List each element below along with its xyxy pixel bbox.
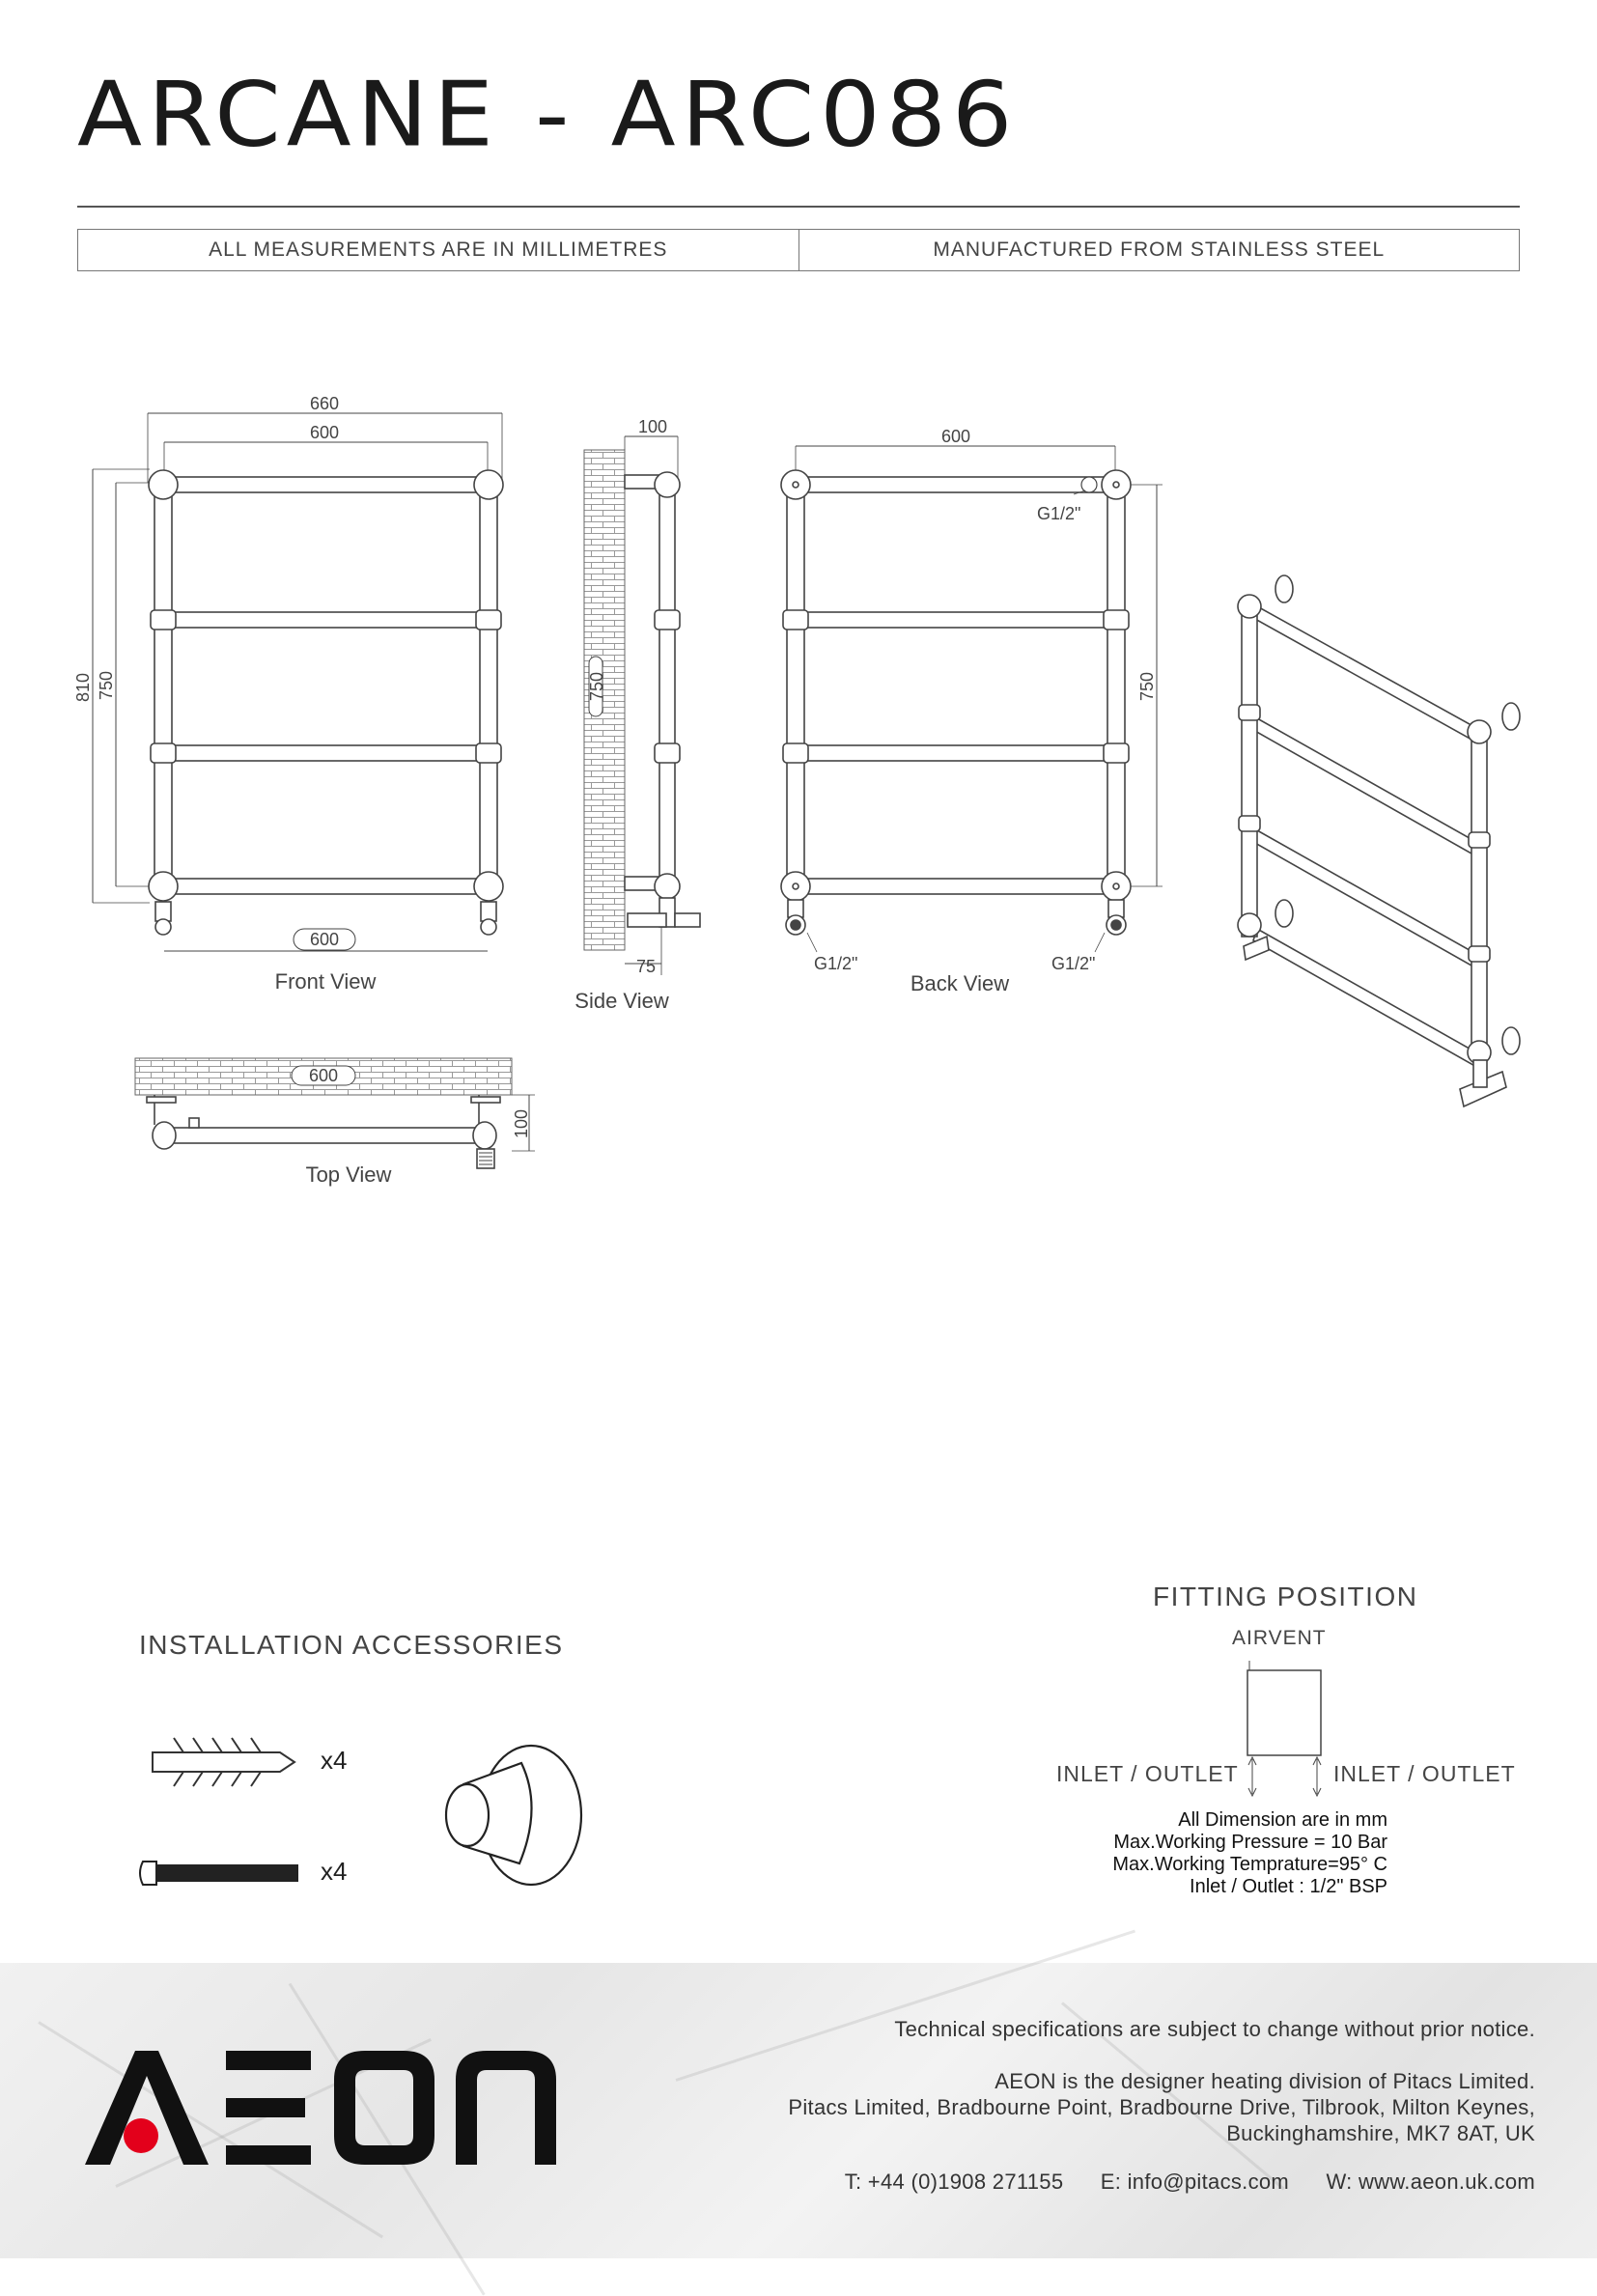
page-title: ARCANE - ARC086 xyxy=(77,62,1019,168)
back-thread-bottom-right: G1/2" xyxy=(1051,954,1096,973)
fitting-inlet-left: INLET / OUTLET xyxy=(1056,1761,1239,1786)
front-view-drawing xyxy=(93,413,503,951)
logo-dot-icon xyxy=(124,2118,158,2153)
footer-website[interactable]: W: www.aeon.uk.com xyxy=(1326,2170,1535,2194)
fitting-notes xyxy=(1112,1809,1387,1898)
side-dim-height: 750 xyxy=(587,671,606,702)
back-view-drawing xyxy=(781,446,1163,952)
spec-material: MANUFACTURED FROM STAINLESS STEEL xyxy=(798,230,1520,270)
screw-qty: x4 xyxy=(321,1857,348,1886)
wall-bracket-icon xyxy=(446,1746,581,1885)
logo-brand-text: AEON xyxy=(322,2116,324,2117)
wall-plug-icon xyxy=(153,1738,294,1786)
footer-disclaimer: Technical specifications are subject to change without prior notice. xyxy=(894,2017,1535,2041)
back-thread-bottom-left: G1/2" xyxy=(814,954,858,973)
inlet-left-arrow xyxy=(1248,1757,1256,1796)
spec-measurements: ALL MEASUREMENTS ARE IN MILLIMETRES xyxy=(209,238,668,261)
footer-address-2: Buckinghamshire, MK7 8AT, UK xyxy=(1226,2121,1535,2145)
footer-company: AEON is the designer heating division of Pitacs Limited. xyxy=(995,2069,1535,2093)
front-dim-height-inner: 750 xyxy=(97,670,116,701)
back-dim-width: 600 xyxy=(940,427,971,446)
radiator-outline xyxy=(1247,1670,1321,1755)
side-view-drawing xyxy=(584,436,700,975)
fitting-diagram xyxy=(1236,1657,1342,1802)
footer-email[interactable]: E: info@pitacs.com xyxy=(1100,2170,1290,2194)
footer-phone[interactable]: T: +44 (0)1908 271155 xyxy=(844,2170,1064,2194)
footer-address-1: Pitacs Limited, Bradbourne Point, Bradbourne Drive, Tilbrook, Milton Keynes, xyxy=(788,2095,1535,2119)
accessories-drawings xyxy=(135,1719,618,1902)
front-dim-bottom: 600 xyxy=(309,930,340,949)
note-temperature: Max.Working Temprature=95° C xyxy=(1112,1854,1387,1875)
footer-contact xyxy=(845,2170,1535,2195)
fitting-inlet-right: INLET / OUTLET xyxy=(1333,1761,1516,1786)
front-dim-outer-width: 660 xyxy=(309,394,340,413)
side-dim-depth: 100 xyxy=(637,417,668,436)
fitting-title: FITTING POSITION xyxy=(1153,1582,1418,1611)
wall-plug-qty: x4 xyxy=(321,1746,348,1775)
front-dim-inner-width: 600 xyxy=(309,423,340,442)
front-dim-height-outer: 810 xyxy=(73,672,93,703)
accessories-title: INSTALLATION ACCESSORIES xyxy=(139,1630,564,1660)
footer-text xyxy=(788,2016,1535,2146)
screw-icon xyxy=(140,1862,297,1885)
perspective-view-drawing xyxy=(1238,575,1520,1106)
note-pressure: Max.Working Pressure = 10 Bar xyxy=(1113,1832,1387,1853)
note-inlet: Inlet / Outlet : 1/2" BSP xyxy=(1190,1876,1387,1897)
top-dim-depth: 100 xyxy=(512,1108,531,1139)
side-view-label: Side View xyxy=(574,989,669,1013)
top-dim-width: 600 xyxy=(308,1066,339,1085)
back-dim-height: 750 xyxy=(1137,671,1157,702)
side-dim-valve: 75 xyxy=(635,957,657,976)
inlet-right-arrow xyxy=(1313,1757,1321,1796)
top-view-label: Top View xyxy=(305,1162,392,1187)
note-dimensions: All Dimension are in mm xyxy=(1178,1809,1387,1831)
aeon-logo xyxy=(85,2051,558,2167)
front-view-label: Front View xyxy=(274,969,377,994)
back-thread-top: G1/2" xyxy=(1037,504,1081,523)
back-view-label: Back View xyxy=(910,971,1010,995)
fitting-airvent-label: AIRVENT xyxy=(1232,1627,1327,1649)
